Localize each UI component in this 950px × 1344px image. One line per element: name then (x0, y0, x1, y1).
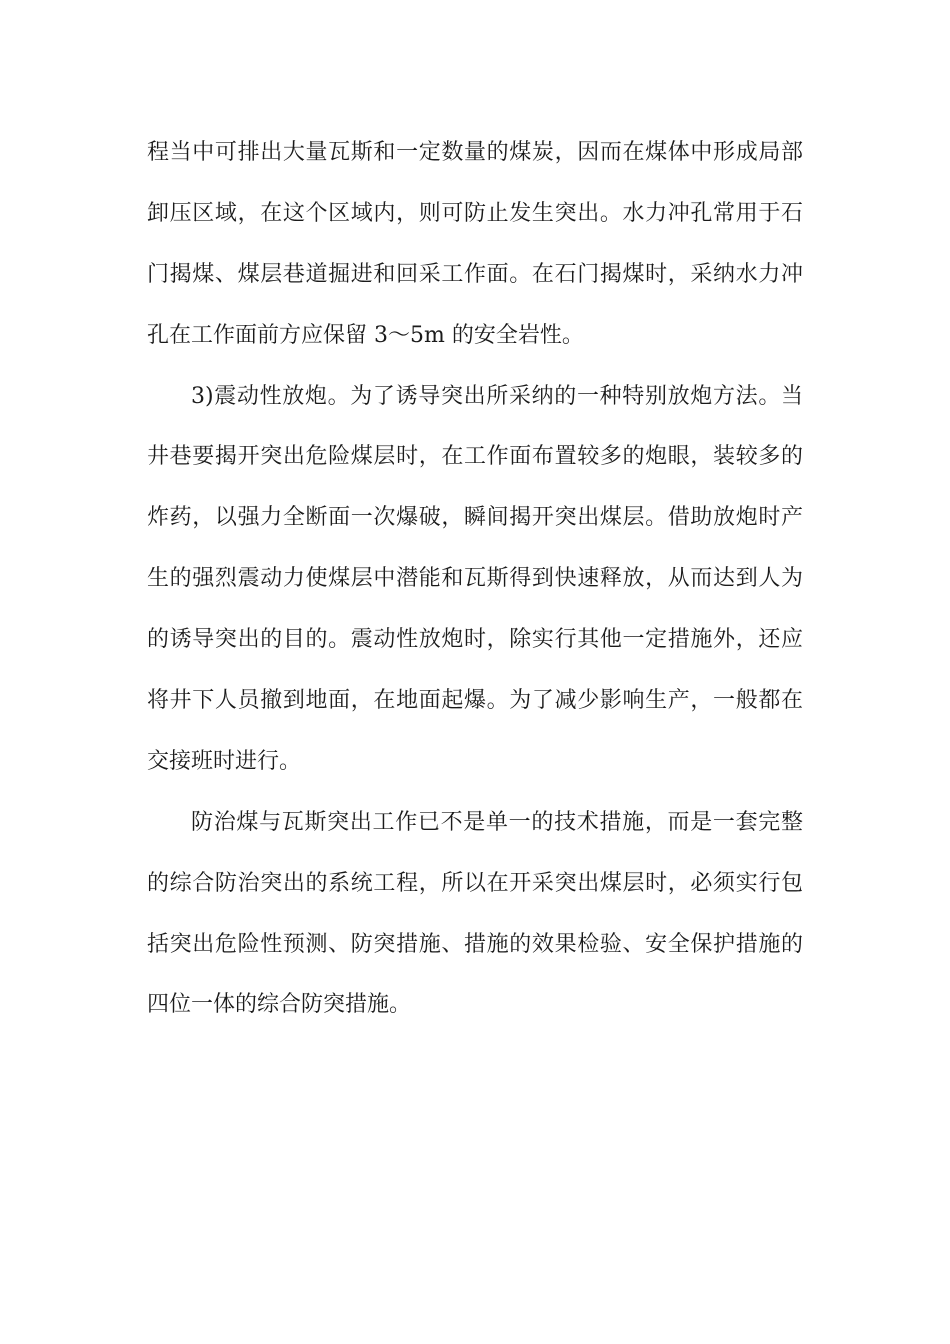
paragraph-line: 的综合防治突出的系统工程，所以在开采突出煤层时，必须实行包 (147, 870, 803, 896)
paragraph-comprehensive-measures (147, 798, 803, 1042)
paragraph-line: 的诱导突出的目的。震动性放炮时，除实行其他一定措施外，还应 (147, 627, 803, 653)
paragraph-line: 3)震动性放炮。为了诱导突出所采纳的一种特别放炮方法。当 (191, 383, 803, 409)
paragraph-line: 括突出危险性预测、防突措施、措施的效果检验、安全保护措施的 (147, 931, 803, 957)
paragraph-line: 卸压区域，在这个区域内，则可防止发生突出。水力冲孔常用于石 (147, 200, 803, 226)
paragraph-line: 防治煤与瓦斯突出工作已不是单一的技术措施，而是一套完整 (191, 809, 803, 835)
paragraph-line: 四位一体的综合防突措施。 (147, 992, 412, 1018)
paragraph-line: 门揭煤、煤层巷道掘进和回采工作面。在石门揭煤时，采纳水力冲 (147, 261, 803, 287)
paragraph-line: 孔在工作面前方应保留 3～5m 的安全岩性。 (147, 322, 584, 348)
paragraph-line: 炸药，以强力全断面一次爆破，瞬间揭开突出煤层。借助放炮时产 (147, 505, 803, 531)
paragraph-shock-blasting (147, 372, 803, 798)
paragraph-line: 将井下人员撤到地面，在地面起爆。为了减少影响生产，一般都在 (147, 688, 803, 714)
body-text (147, 128, 803, 1041)
paragraph-line: 交接班时进行。 (147, 748, 302, 774)
paragraph-line: 程当中可排出大量瓦斯和一定数量的煤炭，因而在煤体中形成局部 (147, 140, 803, 165)
paragraph-line: 井巷要揭开突出危险煤层时，在工作面布置较多的炮眼，装较多的 (147, 444, 803, 470)
paragraph-hydraulic-flushing (147, 128, 803, 372)
paragraph-line: 生的强烈震动力使煤层中潜能和瓦斯得到快速释放，从而达到人为 (147, 566, 803, 592)
